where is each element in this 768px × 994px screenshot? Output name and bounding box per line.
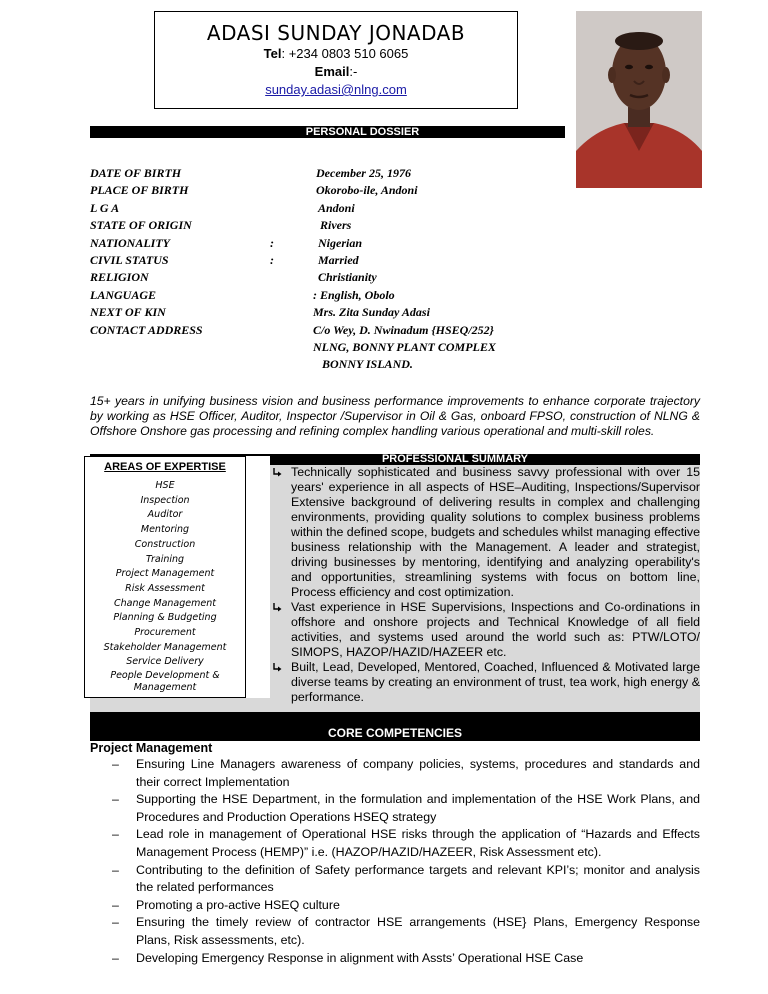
summary-bullet xyxy=(272,465,700,600)
core-competency-text: Promoting a pro-active HSEQ culture xyxy=(136,897,340,912)
email-suffix: :- xyxy=(349,64,358,79)
core-competency-text: Ensuring the timely review of contractor HSE arrangements (HSE} Plans, Emergency Response Plans, Risk assessments, etc). xyxy=(136,915,700,947)
expertise-item: Procurement xyxy=(134,627,196,639)
summary-bullet-text: Vast experience in HSE Supervisions, Inspections and Co-ordinations in offshore and onshore projects and Technical Knowledge of all field activities, and systems used around the world such as: PTW/LOTO/ SIMOPS, HAZOP/HAZID/HAZEER etc. xyxy=(291,600,700,659)
professional-summary-title: PROFESSIONAL SUMMARY xyxy=(381,453,529,465)
personal-row-value: Okorobo-ile, Andoni xyxy=(316,183,418,198)
project-management-heading: Project Management xyxy=(90,741,213,755)
profile-photo xyxy=(576,11,702,188)
professional-summary-list xyxy=(272,465,700,705)
header-box xyxy=(154,11,518,109)
expertise-item: People Development & Management xyxy=(110,670,220,694)
core-competency-item xyxy=(112,950,700,968)
personal-row-label: L G A xyxy=(90,200,120,215)
expertise-list xyxy=(85,479,245,694)
summary-bullet-text: Technically sophisticated and business savvy professional with over 15 years' experience in all aspects of HSE–Auditing, Inspections/Supervisor Extensive background of delivering results in complex and challenging environments, providing quality solutions to complex business problems within the defined scope, budgets and schedules whilst managing effective business relationship with the Management. A leader and strategist, driving businesses by mentoring, identifying and analyzing operability's and opportunities, streamlining systems with focus on bottom line, Process efficiency and cost optimization. xyxy=(291,465,700,599)
personal-row-label: PLACE OF BIRTH xyxy=(90,183,189,198)
personal-row-value: Nigerian xyxy=(318,235,363,250)
areas-of-expertise-box xyxy=(84,456,246,698)
summary-bullet-text: Built, Lead, Developed, Mentored, Coached, Influenced & Motivated large diverse teams by creating an environment of trust, tea work, high energy & performance. xyxy=(291,660,700,704)
summary-paragraph: 15+ years in unifying business vision and business performance improvements to enhance corporate trajectory by working as HSE Officer, Auditor, Inspector /Supervisor in Oil & Gas, onboard FPSO, construction of NLNG & Offshore Onshore gas processing and refining complex handling various operational and multi-skill roles. xyxy=(90,394,700,438)
dash-bullet: – xyxy=(112,897,119,912)
personal-row-label: NATIONALITY xyxy=(90,235,171,250)
core-competency-item xyxy=(112,756,700,791)
dash-bullet: – xyxy=(112,827,119,842)
core-competency-item xyxy=(112,791,700,826)
dash-bullet: – xyxy=(112,862,119,877)
core-competency-item xyxy=(112,826,700,861)
core-competencies-title: CORE COMPETENCIES xyxy=(327,726,462,740)
core-competency-text: Contributing to the definition of Safety performance targets and relevant KPI’s; monitor and analysis the related performances xyxy=(136,862,700,895)
expertise-item: Change Management xyxy=(114,597,216,609)
personal-row-label: CONTACT ADDRESS xyxy=(90,322,203,337)
personal-row-label: STATE OF ORIGIN xyxy=(90,218,192,233)
email-label: Email xyxy=(314,64,350,79)
personal-row-value: : English, Obolo xyxy=(313,287,395,302)
expertise-item: Construction xyxy=(134,538,196,550)
core-competency-item xyxy=(112,914,700,949)
personal-row-value: Andoni xyxy=(318,200,355,215)
expertise-item: Auditor xyxy=(147,509,183,521)
personal-row-colon: : xyxy=(270,253,274,267)
dash-bullet: – xyxy=(112,757,119,771)
arrow-bullet-icon xyxy=(272,602,284,614)
core-competency-text: Supporting the HSE Department, in the formulation and implementation of the HSE Work Plans, and Procedures and Production Operations HSEQ strategy xyxy=(136,792,700,824)
core-competencies-list xyxy=(112,756,700,967)
dash-bullet: – xyxy=(112,950,119,965)
expertise-item: Training xyxy=(145,553,185,565)
personal-row-label: CIVIL STATUS xyxy=(90,253,169,267)
personal-row-label: LANGUAGE xyxy=(90,287,157,302)
arrow-bullet-icon xyxy=(272,662,284,674)
personal-dossier-bar xyxy=(90,126,565,138)
dash-bullet: – xyxy=(112,792,119,807)
personal-row-value: Rivers xyxy=(320,218,352,233)
expertise-item: Service Delivery xyxy=(126,656,204,668)
tel-label: Tel xyxy=(263,46,282,61)
tel-value: : +234 0803 510 6065 xyxy=(281,46,409,61)
expertise-item: HSE xyxy=(155,480,175,491)
personal-row-label: DATE OF BIRTH xyxy=(90,166,182,180)
dash-bullet: – xyxy=(112,915,119,930)
personal-row-value: Mrs. Zita Sunday Adasi xyxy=(313,305,430,320)
expertise-item: Stakeholder Management xyxy=(103,641,227,653)
arrow-bullet-icon xyxy=(272,467,284,479)
tel-line xyxy=(155,45,517,63)
personal-row-value: Married xyxy=(318,253,359,267)
personal-row-label: NEXT OF KIN xyxy=(90,305,166,320)
summary-bullet xyxy=(272,600,700,660)
core-competency-text: Lead role in management of Operational HSE risks through the application of “Hazards and Effects Management Process (HEMP)” i.e. (HAZOP/HAZID/HAZEER, Risk Assessment etc). xyxy=(136,827,700,859)
personal-row-colon: : xyxy=(270,235,274,250)
personal-dossier-title: PERSONAL DOSSIER xyxy=(305,126,420,138)
email-link[interactable]: sunday.adasi@nlng.com xyxy=(265,82,407,97)
expertise-item: Inspection xyxy=(140,494,190,506)
personal-row-value: BONNY ISLAND. xyxy=(322,357,413,372)
core-competency-text: Ensuring Line Managers awareness of company policies, systems, procedures and standards and their correct Implementation xyxy=(136,757,700,789)
expertise-item: Planning & Budgeting xyxy=(113,612,217,624)
core-competency-item xyxy=(112,897,700,915)
expertise-item: Risk Assessment xyxy=(125,582,205,594)
personal-row-value: NLNG, BONNY PLANT COMPLEX xyxy=(313,340,496,354)
email-line xyxy=(155,63,517,81)
personal-row-value: Christianity xyxy=(318,270,377,285)
personal-row-label: RELIGION xyxy=(90,270,149,285)
personal-row-value: C/o Wey, D. Nwinadum {HSEQ/252} xyxy=(313,322,494,337)
expertise-title: AREAS OF EXPERTISE xyxy=(104,461,226,473)
summary-bullet xyxy=(272,660,700,705)
expertise-item: Mentoring xyxy=(140,524,190,536)
core-competency-item xyxy=(112,862,700,897)
personal-row-value: December 25, 1976 xyxy=(316,166,411,180)
expertise-item: Project Management xyxy=(115,568,215,580)
core-competency-text: Developing Emergency Response in alignment with Assts’ Operational HSE Case xyxy=(136,950,584,965)
candidate-name: ADASI SUNDAY JONADAB xyxy=(206,21,466,45)
